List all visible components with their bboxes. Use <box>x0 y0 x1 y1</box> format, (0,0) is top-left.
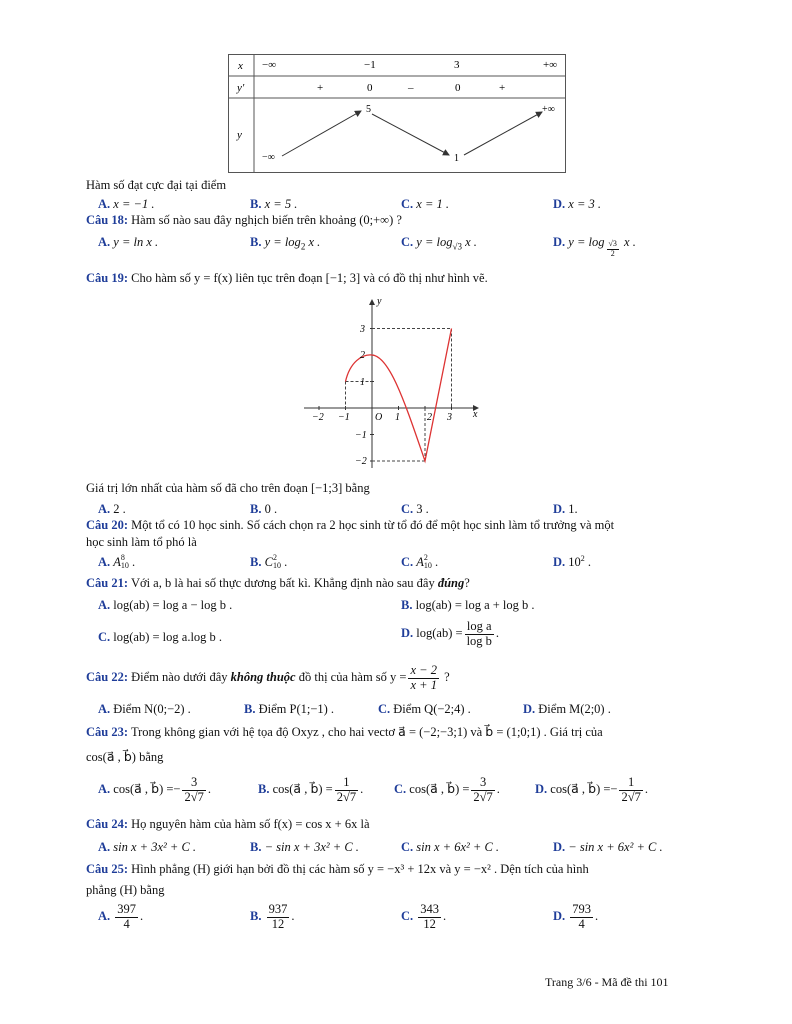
q19-option-b[interactable]: B. 0 . <box>250 502 278 516</box>
q19-option-c[interactable]: C. 3 . <box>401 502 429 516</box>
q24-option-b[interactable]: B. − sin x + 3x² + C . <box>250 840 359 854</box>
q25-option-b[interactable]: B. $\frac{937}{12}$ . <box>250 902 295 931</box>
bbt-row-yp: y' <box>237 82 245 94</box>
q25-option-c[interactable]: C. $\frac{343}{12}$ . <box>401 902 447 931</box>
q20-stem-2: học sinh làm tổ phó là <box>86 535 197 549</box>
q25-option-a[interactable]: A. $\frac{397}{4}$ . <box>98 902 144 931</box>
q21-option-c[interactable]: C. log(ab) = log a.log b . <box>98 630 223 644</box>
q25-option-d[interactable]: D. $\frac{793}{4}$ . <box>553 902 599 931</box>
q18-option-b[interactable]: B. $y = \log_2 x$ . <box>250 235 321 252</box>
q19-follow: Giá trị lớn nhất của hàm số đã cho trên đoạn [−1;3] bằng <box>86 481 370 495</box>
q23-option-b[interactable]: B. cos(a⃗ , b⃗) = $\frac{1}{2√7}$ . <box>258 775 364 804</box>
q23-stem-1: Câu 23: Trong không gian với hệ tọa độ Oxyz , cho hai vectơ a⃗ = (−2;−3;1) và b⃗ = (1;0;1) . Giá trị của <box>86 725 603 739</box>
q19-ytick-0: 3 <box>360 324 365 335</box>
q19-xtick-5: 3 <box>447 412 452 423</box>
q19-ytick-3: −1 <box>355 430 367 441</box>
q18-option-c[interactable]: C. $y = \log_{√3} x$ . <box>401 235 477 252</box>
bbt-arrow-up-1 <box>282 111 361 156</box>
bbt-y-3: +∞ <box>542 104 555 115</box>
q21-stem: Câu 21: Với a, b là hai số thực dương bất kì. Khẳng định nào sau đây đúng? <box>86 576 470 590</box>
bbt-sign-1: 0 <box>367 82 373 94</box>
q22-option-d[interactable]: D. Điểm M(2;0) . <box>523 702 611 716</box>
q19-xtick-4: 2 <box>427 412 432 423</box>
q19-xtick-2: O <box>375 412 383 423</box>
q19-x-label: x <box>473 409 478 420</box>
bbt-x-1: −1 <box>364 59 376 71</box>
q22-option-a[interactable]: A. Điểm N(0;−2) . <box>98 702 191 716</box>
q19-ytick-2: 1 <box>360 377 365 388</box>
bbt-arrow-up-2 <box>464 112 542 155</box>
bbt-row-y: y <box>237 129 242 141</box>
q24-stem: Câu 24: Họ nguyên hàm của hàm số f(x) = cos x + 6x là <box>86 817 370 831</box>
bbt-sign-4: + <box>499 82 506 94</box>
q20-option-a[interactable]: A. A 8 10 . <box>98 553 136 570</box>
q19-stem: Câu 19: Cho hàm số y = f(x) liên tục trên đoạn [−1; 3] và có đồ thị như hình vẽ. <box>86 271 488 285</box>
q18-stem: Câu 18: Hàm số nào sau đây nghịch biến trên khoảng (0;+∞) ? <box>86 213 402 227</box>
q23-option-d[interactable]: D. cos(a⃗ , b⃗) =− $\frac{1}{2√7}$ . <box>535 775 648 804</box>
q17-option-b[interactable]: B. x = 5 . <box>250 197 298 211</box>
q19-option-d[interactable]: D. 1. <box>553 502 578 516</box>
q22-stem: Câu 22: Điểm nào dưới đây không thuộc đồ thị của hàm số y = $\frac{x - 2}{x + 1}$ ? <box>86 663 450 692</box>
q19-xtick-3: 1 <box>395 412 400 423</box>
bbt-x-0: −∞ <box>262 59 277 71</box>
q19-ytick-4: −2 <box>355 456 367 467</box>
q19-ytick-1: 2 <box>360 350 365 361</box>
q19-option-a[interactable]: A. 2 . <box>98 502 126 516</box>
q18-option-d[interactable]: D. y = log $\frac{√3}{2}$ x . <box>553 235 636 258</box>
q22-option-b[interactable]: B. Điểm P(1;−1) . <box>244 702 335 716</box>
bbt-arrow-down <box>372 114 449 155</box>
q22-option-c[interactable]: C. Điểm Q(−2;4) . <box>378 702 471 716</box>
q18-option-a[interactable]: A. y = ln x . <box>98 235 159 249</box>
q19-curve <box>346 329 452 462</box>
bbt-sign-3: 0 <box>455 82 461 94</box>
q20-stem-1: Câu 20: Một tổ có 10 học sinh. Số cách chọn ra 2 học sinh từ tổ đó để một học sinh làm tổ trưởng và một <box>86 518 615 532</box>
bbt-sign-2: – <box>408 82 414 94</box>
bbt-x-2: 3 <box>454 59 460 71</box>
bbt-x-3: +∞ <box>543 59 558 71</box>
bbt-y-0: −∞ <box>262 152 275 163</box>
q19-y-label: y <box>377 296 382 307</box>
bbt-y-1: 5 <box>366 104 371 115</box>
q24-option-d[interactable]: D. − sin x + 6x² + C . <box>553 840 663 854</box>
q17-option-a[interactable]: A. x = −1 . <box>98 197 155 211</box>
q24-option-c[interactable]: C. sin x + 6x² + C . <box>401 840 500 854</box>
q25-stem-1: Câu 25: Hình phẳng (H) giới hạn bởi đồ thị các hàm số y = −x³ + 12x và y = −x² . Dện tích của hình <box>86 862 589 876</box>
q17-stem: Hàm số đạt cực đại tại điểm <box>86 178 227 192</box>
q23-option-c[interactable]: C. cos(a⃗ , b⃗) = $\frac{3}{2√7}$ . <box>394 775 500 804</box>
page-footer: Trang 3/6 - Mã đề thi 101 <box>545 975 669 989</box>
q19-graph <box>300 296 485 476</box>
q17-option-d[interactable]: D. x = 3 . <box>553 197 602 211</box>
q21-option-a[interactable]: A. log(ab) = log a − log b . <box>98 598 233 612</box>
variation-table <box>228 54 568 176</box>
q20-option-d[interactable]: D. $10^2$ . <box>553 554 592 570</box>
q24-option-a[interactable]: A. sin x + 3x² + C . <box>98 840 197 854</box>
bbt-y-2: 1 <box>454 153 459 164</box>
q19-xtick-1: −1 <box>338 412 350 423</box>
q20-option-b[interactable]: B. C 2 10 . <box>250 553 288 570</box>
q23-stem-2: cos(a⃗ , b⃗) bằng <box>86 750 164 764</box>
q21-option-b[interactable]: B. log(ab) = log a + log b . <box>401 598 535 612</box>
q25-stem-2: phẳng (H) bằng <box>86 883 165 897</box>
q19-xtick-0: −2 <box>312 412 324 423</box>
q20-option-c[interactable]: C. A 2 10 . <box>401 553 439 570</box>
q23-option-a[interactable]: A. cos(a⃗ , b⃗) =− $\frac{3}{2√7}$ . <box>98 775 211 804</box>
bbt-sign-0: + <box>317 82 324 94</box>
q21-option-d[interactable]: D. log(ab) = $\frac{\text{log a}}{\text{log b}}$ . <box>401 619 500 648</box>
q17-option-c[interactable]: C. x = 1 . <box>401 197 450 211</box>
bbt-row-x: x <box>238 60 243 72</box>
